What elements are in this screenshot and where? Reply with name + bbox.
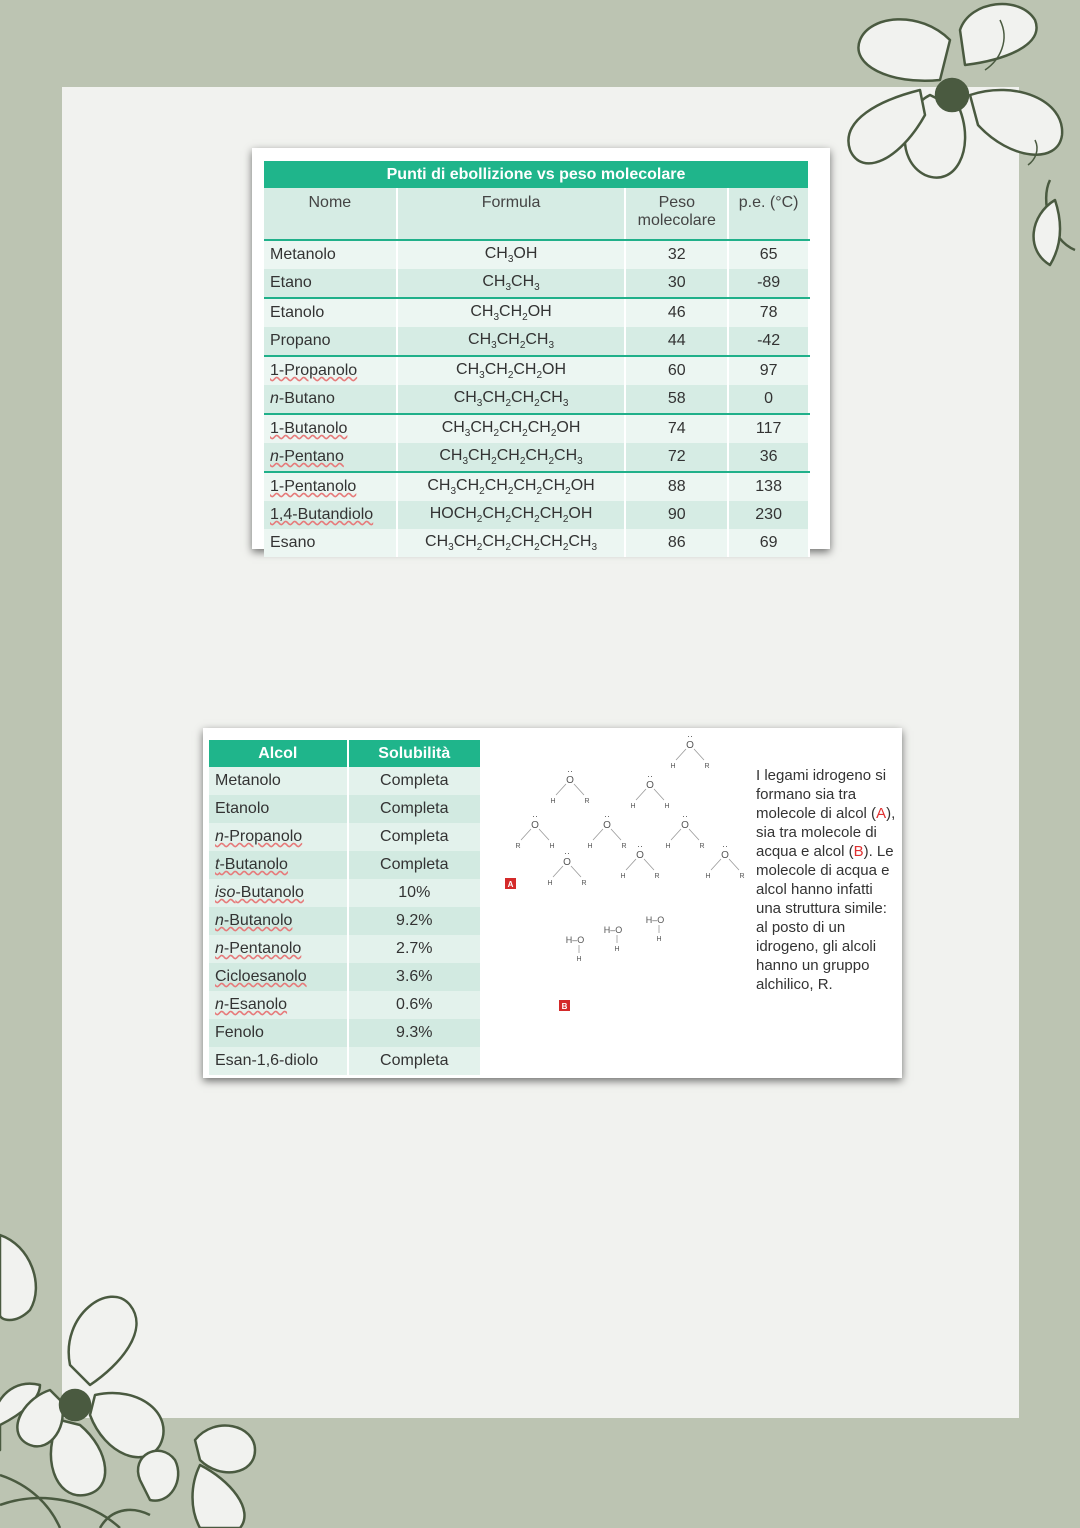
atom-label: H <box>656 936 662 943</box>
table-row <box>264 385 809 414</box>
solubility-value: Completa <box>348 823 481 851</box>
atom-label: R <box>584 798 590 805</box>
compound-name: Etano <box>264 269 397 298</box>
lone-pair: ·· <box>567 766 573 776</box>
table-row <box>264 443 809 472</box>
atom-label: H <box>550 798 556 805</box>
solubility-value: Completa <box>348 851 481 879</box>
table-title <box>264 161 809 188</box>
atom-label: H <box>614 946 620 953</box>
solubility-value: Completa <box>348 1047 481 1075</box>
molecular-weight: 60 <box>625 356 728 385</box>
molecular-weight: 32 <box>625 240 728 269</box>
alcohol-name: n-Esanolo <box>209 991 348 1019</box>
table-row <box>264 327 809 356</box>
flower-decoration-bottom-left <box>0 1225 300 1528</box>
atom-label: H <box>620 873 626 880</box>
alcohol-name: n-Pentanolo <box>209 935 348 963</box>
header-formula: Formula <box>397 188 626 240</box>
lone-pair: ·· <box>637 841 643 851</box>
bond-line <box>636 789 646 800</box>
molecular-weight: 44 <box>625 327 728 356</box>
solubility-table <box>209 740 482 1075</box>
alcohol-name: Etanolo <box>209 795 348 823</box>
lone-pair: ·· <box>647 771 653 781</box>
lone-pair: ·· <box>682 811 688 821</box>
compound-formula: $CH_3CH_3$ <box>397 269 626 298</box>
table-row <box>209 795 481 823</box>
oxygen-atom: O <box>636 850 644 861</box>
atom-label: R <box>699 843 705 850</box>
alcohol-name: Fenolo <box>209 1019 348 1047</box>
bond-line <box>611 829 621 840</box>
compound-formula: $CH_3CH_2OH$ <box>397 298 626 327</box>
compound-name: Etanolo <box>264 298 397 327</box>
atom-label: R <box>739 873 745 880</box>
bond-line <box>626 859 636 870</box>
flower-decoration-top-right <box>800 0 1080 300</box>
compound-formula: $CH_3CH_2CH_2CH_2OH$ <box>397 414 626 443</box>
solubility-value: 0.6% <box>348 991 481 1019</box>
oxygen-atom: O <box>566 775 574 786</box>
table-row <box>209 823 481 851</box>
atom-label: R <box>704 763 710 770</box>
bond-line <box>729 859 739 870</box>
molecular-weight: 72 <box>625 443 728 472</box>
bond-line <box>521 829 531 840</box>
hydrogen-bond-caption <box>756 766 898 994</box>
table-row <box>264 356 809 385</box>
solubility-value: 2.7% <box>348 935 481 963</box>
table-row <box>209 1047 481 1075</box>
lone-pair: ·· <box>604 811 610 821</box>
oxygen-atom: O <box>721 850 729 861</box>
caption-part-2: ), sia tra molecole di acqua e alcol ( <box>756 805 896 860</box>
bond-line <box>574 784 584 795</box>
solubility-card <box>203 728 902 1078</box>
atom-label: H <box>705 873 711 880</box>
table-row <box>209 935 481 963</box>
molecular-weight: 46 <box>625 298 728 327</box>
atom-label: H <box>587 843 593 850</box>
table-row <box>209 991 481 1019</box>
water-molecule: H–O <box>645 915 665 925</box>
label-a: A <box>507 880 514 889</box>
compound-formula: $CH_3OH$ <box>397 240 626 269</box>
compound-formula: $HOCH_2CH_2CH_2CH_2OH$ <box>397 501 626 529</box>
alcohol-name: Esan-1,6-diolo <box>209 1047 348 1075</box>
oxygen-atom: O <box>531 820 539 831</box>
alcohol-name: n-Butanolo <box>209 907 348 935</box>
solubility-value: 3.6% <box>348 963 481 991</box>
solubility-value: 9.2% <box>348 907 481 935</box>
table-row <box>209 767 481 795</box>
table-row <box>264 240 809 269</box>
alcohol-name: t-Butanolo <box>209 851 348 879</box>
bond-line <box>593 829 603 840</box>
header-solubility: Solubilità <box>348 740 481 767</box>
lone-pair: ·· <box>722 841 728 851</box>
oxygen-atom: O <box>603 820 611 831</box>
boiling-point: -42 <box>728 327 809 356</box>
oxygen-atom: O <box>646 780 654 791</box>
table-row <box>264 298 809 327</box>
table-row <box>264 414 809 443</box>
solubility-value: 9.3% <box>348 1019 481 1047</box>
boiling-point: 117 <box>728 414 809 443</box>
atom-label: R <box>621 843 627 850</box>
table-title-text: Punti di ebollizione vs peso molecolare <box>386 165 686 183</box>
atom-label: R <box>515 843 521 850</box>
bond-line <box>644 859 654 870</box>
atom-label: H <box>549 843 555 850</box>
header-bp: p.e. (°C) <box>728 188 809 240</box>
atom-label: H <box>670 763 676 770</box>
compound-name: 1,4-Butandiolo <box>264 501 397 529</box>
boiling-point-card <box>252 148 830 554</box>
atom-label: H <box>547 880 553 887</box>
molecular-weight: 74 <box>625 414 728 443</box>
compound-name: 1-Butanolo <box>264 414 397 443</box>
boiling-point-table <box>264 161 810 557</box>
alcohol-name: iso-Butanolo <box>209 879 348 907</box>
table-row <box>264 501 809 529</box>
atom-label: H <box>665 843 671 850</box>
bond-line <box>694 749 704 760</box>
table-row <box>209 851 481 879</box>
lone-pair: ·· <box>564 848 570 858</box>
lone-pair: ·· <box>532 811 538 821</box>
oxygen-atom: O <box>563 857 571 868</box>
table-row <box>264 472 809 501</box>
water-molecule: H–O <box>565 935 585 945</box>
oxygen-atom: O <box>686 740 694 751</box>
table-row <box>209 963 481 991</box>
boiling-point: 78 <box>728 298 809 327</box>
boiling-point: 36 <box>728 443 809 472</box>
bond-line <box>571 866 581 877</box>
table-row <box>209 879 481 907</box>
compound-formula: $CH_3CH_2CH_2CH_2CH_2CH_3$ <box>397 529 626 557</box>
compound-name: 1-Propanolo <box>264 356 397 385</box>
atom-label: H <box>630 803 636 810</box>
compound-name: Esano <box>264 529 397 557</box>
molecular-weight: 30 <box>625 269 728 298</box>
molecular-weight: 90 <box>625 501 728 529</box>
hydrogen-bond-diagram <box>495 733 745 1023</box>
bond-line <box>556 784 566 795</box>
compound-formula: $CH_3CH_2CH_2CH_3$ <box>397 385 626 414</box>
caption-part-1: I legami idrogeno si formano sia tra molecole di alcol ( <box>756 767 887 822</box>
table-row <box>264 269 809 298</box>
water-molecule: H–O <box>603 925 623 935</box>
table-row <box>209 907 481 935</box>
caption-ref-a: A <box>876 805 887 822</box>
solubility-value: 10% <box>348 879 481 907</box>
caption-part-3: ). Le molecole di acqua e alcol hanno infatti una struttura simile: al posto di un idrogeno, gli alcoli hanno un gruppo alchilico, R. <box>756 843 894 993</box>
bond-line <box>553 866 563 877</box>
bond-line <box>689 829 699 840</box>
solubility-value: Completa <box>348 767 481 795</box>
compound-formula: $CH_3CH_2CH_3$ <box>397 327 626 356</box>
bond-line <box>676 749 686 760</box>
bond-line <box>711 859 721 870</box>
header-alcohol: Alcol <box>209 740 348 767</box>
table-row <box>264 529 809 557</box>
caption-ref-b: B <box>853 843 864 860</box>
oxygen-atom: O <box>681 820 689 831</box>
compound-name: Metanolo <box>264 240 397 269</box>
bond-line <box>671 829 681 840</box>
compound-name: n-Pentano <box>264 443 397 472</box>
molecular-weight: 86 <box>625 529 728 557</box>
compound-formula: $CH_3CH_2CH_2OH$ <box>397 356 626 385</box>
bond-line <box>539 829 549 840</box>
compound-formula: $CH_3CH_2CH_2CH_2CH_3$ <box>397 443 626 472</box>
compound-name: 1-Pentanolo <box>264 472 397 501</box>
boiling-point: 97 <box>728 356 809 385</box>
boiling-point: 69 <box>728 529 809 557</box>
alcohol-name: Cicloesanolo <box>209 963 348 991</box>
molecular-weight: 58 <box>625 385 728 414</box>
alcohol-name: n-Propanolo <box>209 823 348 851</box>
boiling-point: 138 <box>728 472 809 501</box>
label-b: B <box>561 1002 568 1011</box>
header-weight: Peso molecolare <box>625 188 728 240</box>
alcohol-name: Metanolo <box>209 767 348 795</box>
atom-label: H <box>664 803 670 810</box>
solubility-value: Completa <box>348 795 481 823</box>
table-row <box>209 1019 481 1047</box>
atom-label: H <box>576 956 582 963</box>
compound-name: n-Butano <box>264 385 397 414</box>
boiling-point: 65 <box>728 240 809 269</box>
boiling-point: 0 <box>728 385 809 414</box>
header-name: Nome <box>264 188 397 240</box>
molecular-weight: 88 <box>625 472 728 501</box>
atom-label: R <box>654 873 660 880</box>
compound-formula: $CH_3CH_2CH_2CH_2CH_2OH$ <box>397 472 626 501</box>
lone-pair: ·· <box>687 733 693 741</box>
boiling-point: 230 <box>728 501 809 529</box>
atom-label: R <box>581 880 587 887</box>
boiling-point: -89 <box>728 269 809 298</box>
compound-name: Propano <box>264 327 397 356</box>
bond-line <box>654 789 664 800</box>
